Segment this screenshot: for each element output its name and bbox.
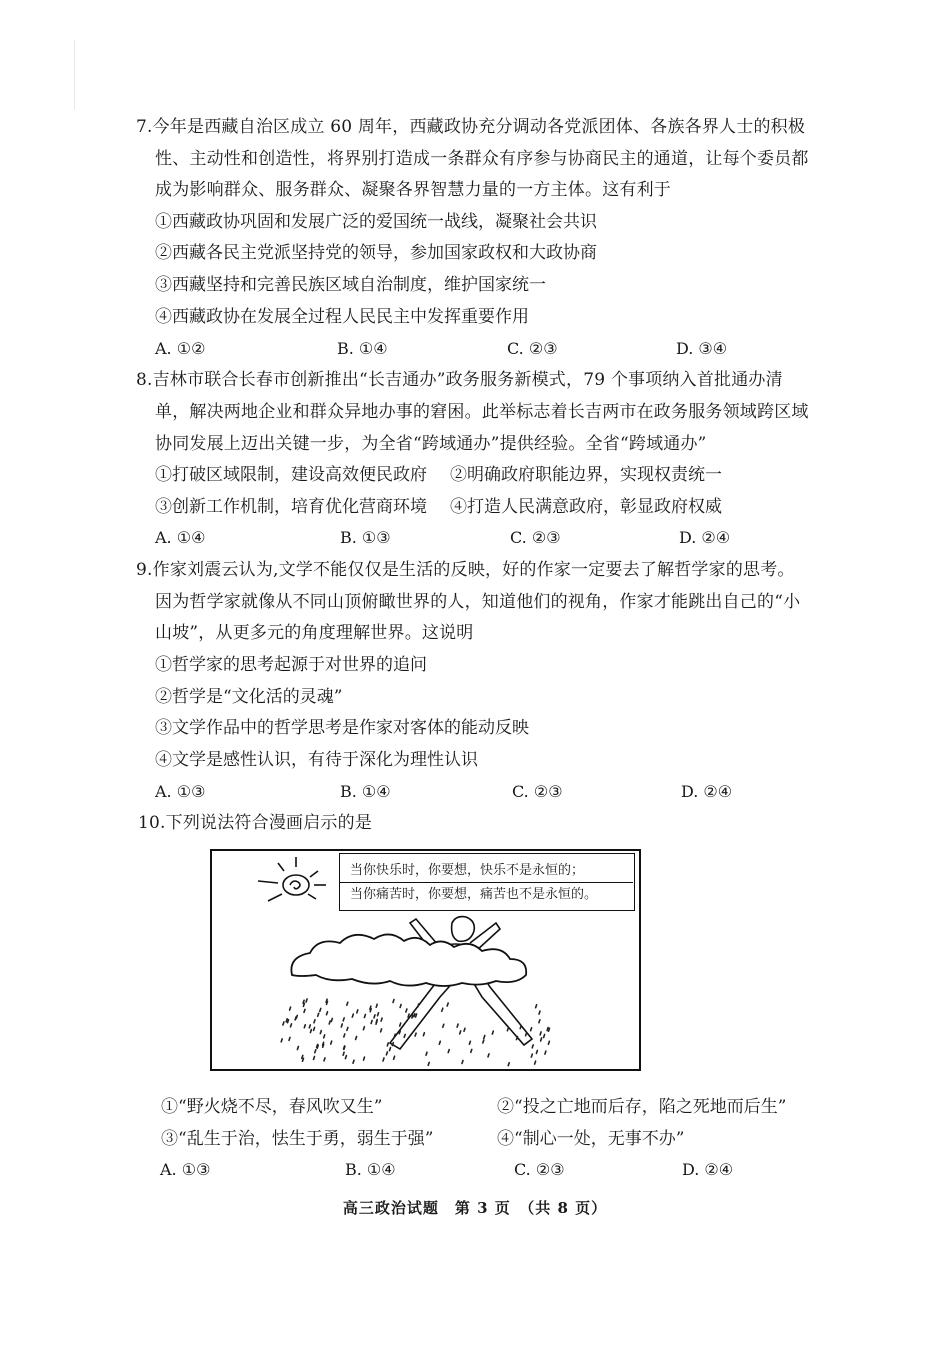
q7-stem-line-3: 成为影响群众、服务群众、凝聚各界智慧力量的一方主体。这有利于 bbox=[155, 180, 671, 200]
caption-line-2: 当你痛苦时，你要想，痛苦也不是永恒的。 bbox=[350, 887, 598, 902]
q8-option-b[interactable]: B. ①③ bbox=[340, 528, 391, 547]
q9-stem-line-1: 9.作家刘震云认为,文学不能仅仅是生活的反映，好的作家一定要去了解哲学家的思考。 bbox=[136, 560, 795, 580]
q8-option-a[interactable]: A. ①④ bbox=[155, 528, 206, 547]
q7-statement-2: ②西藏各民主党派坚持党的领导，参加国家政权和大政协商 bbox=[155, 243, 597, 263]
q10-option-b[interactable]: B. ①④ bbox=[345, 1160, 396, 1179]
q9-option-b[interactable]: B. ①④ bbox=[340, 782, 391, 801]
q9-statement-4: ④文学是感性认识，有待于深化为理性认识 bbox=[155, 750, 478, 770]
page-footer: 高三政治试题 第 3 页 （共 8 页） bbox=[342, 1199, 608, 1217]
sun-icon bbox=[258, 857, 326, 901]
q9-option-a[interactable]: A. ①③ bbox=[155, 782, 206, 801]
caption-divider bbox=[340, 882, 633, 883]
q9-stem-line-2: 因为哲学家就像从不同山顶俯瞰世界的人，知道他们的视角，作家才能跳出自己的“小 bbox=[155, 592, 801, 612]
q7-statement-4: ④西藏政协在发展全过程人民民主中发挥重要作用 bbox=[155, 307, 529, 327]
q10-statement-2: ②“投之亡地而后存，陷之死地而后生” bbox=[497, 1097, 787, 1117]
q9-statement-2: ②哲学是“文化活的灵魂” bbox=[155, 687, 343, 707]
q9-option-c[interactable]: C. ②③ bbox=[512, 782, 563, 801]
caption-line-1: 当你快乐时，你要想，快乐不是永恒的； bbox=[350, 863, 585, 878]
q10-statement-4: ④“制心一处，无事不办” bbox=[497, 1129, 685, 1149]
q9-option-d[interactable]: D. ②④ bbox=[681, 782, 733, 801]
q7-option-a[interactable]: A. ①② bbox=[155, 339, 206, 358]
q8-statement-1: ①打破区域限制，建设高效便民政府 bbox=[155, 465, 427, 485]
q8-statement-2: ②明确政府职能边界，实现权责统一 bbox=[450, 465, 722, 485]
q9-statement-1: ①哲学家的思考起源于对世界的追问 bbox=[155, 655, 427, 675]
q7-stem-line-1: 7.今年是西藏自治区成立 60 周年，西藏政协充分调动各党派团体、各族各界人士的积极 bbox=[136, 117, 806, 137]
q8-stem-line-1: 8.吉林市联合长春市创新推出“长吉通办”政务服务新模式，79 个事项纳入首批通办清 bbox=[136, 370, 783, 390]
speech-box bbox=[339, 853, 635, 911]
q10-statement-1: ①“野火烧不尽，春风吹又生” bbox=[161, 1097, 383, 1117]
q8-statement-4: ④打造人民满意政府，彰显政府权威 bbox=[450, 497, 722, 517]
q7-option-b[interactable]: B. ①④ bbox=[337, 339, 388, 358]
cartoon-image bbox=[210, 849, 641, 1071]
q10-statement-3: ③“乱生于治，怯生于勇，弱生于强” bbox=[161, 1129, 434, 1149]
q7-stem-line-2: 性、主动性和创造性，将界别打造成一条群众有序参与协商民主的通道，让每个委员都 bbox=[155, 149, 809, 169]
cloud-shape bbox=[291, 934, 526, 986]
q9-statement-3: ③文学作品中的哲学思考是作家对客体的能动反映 bbox=[155, 718, 529, 738]
q8-option-c[interactable]: C. ②③ bbox=[510, 528, 561, 547]
q10-stem: 10.下列说法符合漫画启示的是 bbox=[138, 813, 373, 833]
q8-statement-3: ③创新工作机制，培育优化营商环境 bbox=[155, 497, 427, 517]
q8-stem-line-2: 单，解决两地企业和群众异地办事的窘困。此举标志着长吉两市在政务服务领域跨区域 bbox=[155, 402, 809, 422]
q9-stem-line-3: 山坡”，从更多元的角度理解世界。这说明 bbox=[155, 623, 474, 643]
q10-option-c[interactable]: C. ②③ bbox=[514, 1160, 565, 1179]
page-edge-shadow bbox=[74, 40, 75, 110]
q8-stem-line-3: 协同发展上迈出关键一步，为全省“跨域通办”提供经验。全省“跨域通办” bbox=[155, 434, 707, 454]
q7-option-d[interactable]: D. ③④ bbox=[676, 339, 728, 358]
q7-statement-1: ①西藏政协巩固和发展广泛的爱国统一战线，凝聚社会共识 bbox=[155, 212, 597, 232]
q10-option-a[interactable]: A. ①③ bbox=[160, 1160, 211, 1179]
q7-option-c[interactable]: C. ②③ bbox=[507, 339, 558, 358]
q10-option-d[interactable]: D. ②④ bbox=[682, 1160, 734, 1179]
q8-option-d[interactable]: D. ②④ bbox=[679, 528, 731, 547]
q7-statement-3: ③西藏坚持和完善民族区域自治制度，维护国家统一 bbox=[155, 275, 546, 295]
